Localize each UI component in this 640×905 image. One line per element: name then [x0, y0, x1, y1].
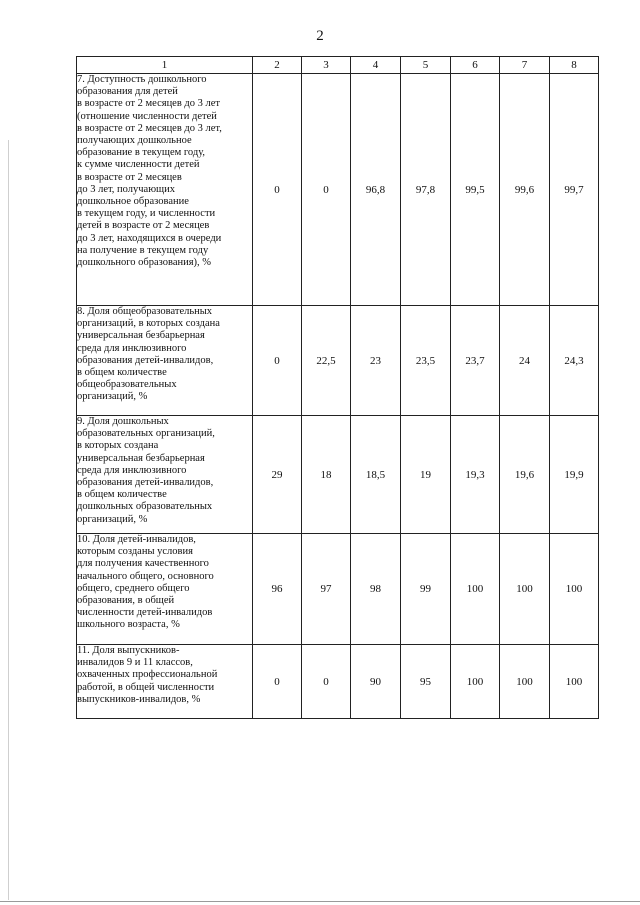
indicator-label-line: в общем количестве [77, 367, 167, 379]
indicator-label-line: 8. Доля общеобразовательных [77, 306, 213, 317]
value-cell: 95 [401, 645, 451, 719]
value-cell: 100 [500, 645, 550, 719]
indicator-label-line: образования, в общей [77, 595, 175, 607]
value-cell: 24,3 [550, 306, 599, 416]
indicator-label-line: образования детей-инвалидов, [77, 354, 214, 366]
indicator-label-line: общеобразовательных [77, 379, 177, 391]
value-cell: 29 [253, 416, 302, 534]
indicator-label-line: численности детей-инвалидов [77, 607, 213, 619]
value-cell: 0 [302, 74, 351, 306]
indicator-label-line: инвалидов 9 и 11 классов, [77, 657, 193, 669]
indicator-label-line: до 3 лет, находящихся в очереди [77, 232, 222, 244]
page-bottom-line [0, 901, 640, 902]
header-cell: 3 [302, 57, 351, 74]
indicator-label [77, 306, 253, 416]
header-cell: 2 [253, 57, 302, 74]
header-row [77, 57, 599, 74]
value-cell: 100 [500, 534, 550, 645]
indicator-label-line: образования для детей [77, 86, 178, 98]
table-row [77, 534, 599, 645]
header-cell: 5 [401, 57, 451, 74]
header-cell: 4 [351, 57, 401, 74]
value-cell: 19,9 [550, 416, 599, 534]
indicator-label-line: дошкольных образовательных [77, 501, 213, 513]
value-cell: 24 [500, 306, 550, 416]
indicator-label-line: 9. Доля дошкольных [77, 416, 169, 427]
value-cell: 97 [302, 534, 351, 645]
value-cell: 99,6 [500, 74, 550, 306]
table-row [77, 306, 599, 416]
indicator-label-line: универсальная безбарьерная [77, 452, 205, 464]
indicator-label-line: 7. Доступность дошкольного [77, 74, 207, 85]
indicator-label-line: для получения качественного [77, 558, 209, 570]
value-cell: 0 [253, 306, 302, 416]
value-cell: 0 [302, 645, 351, 719]
indicators-table [76, 56, 599, 719]
indicator-label [77, 416, 253, 534]
page-number: 2 [316, 28, 324, 44]
value-cell: 100 [451, 645, 500, 719]
indicator-label-line: в которых создана [77, 440, 159, 452]
indicator-label-line: в возрасте от 2 месяцев [77, 171, 182, 183]
indicator-label-line: школьного возраста, % [77, 619, 180, 631]
indicator-label-line: в текущем году, и численности [77, 208, 216, 220]
indicator-label-line: дошкольного образования), % [77, 257, 212, 269]
value-cell: 23,5 [401, 306, 451, 416]
value-cell: 18,5 [351, 416, 401, 534]
value-cell: 0 [253, 645, 302, 719]
indicator-label-line: в возрасте от 2 месяцев до 3 лет, [77, 122, 222, 134]
value-cell: 90 [351, 645, 401, 719]
indicator-label-line: образование в текущем году, [77, 147, 206, 159]
indicator-label-line: детей в возрасте от 2 месяцев [77, 220, 210, 232]
value-cell: 99 [401, 534, 451, 645]
indicator-label-line: до 3 лет, получающих [77, 183, 176, 195]
header-cell: 1 [77, 57, 253, 74]
value-cell: 19,3 [451, 416, 500, 534]
indicator-label [77, 534, 253, 645]
value-cell: 22,5 [302, 306, 351, 416]
indicator-label-line: (отношение численности детей [77, 110, 217, 122]
value-cell: 98 [351, 534, 401, 645]
indicator-label-line: дошкольное образование [77, 196, 189, 208]
value-cell: 96 [253, 534, 302, 645]
header-cell: 6 [451, 57, 500, 74]
indicator-label-line: которым созданы условия [77, 546, 193, 558]
scan-edge-line [8, 140, 9, 900]
value-cell: 100 [550, 645, 599, 719]
table-row [77, 74, 599, 306]
indicator-label-line: работой, в общей численности [77, 681, 215, 693]
value-cell: 19 [401, 416, 451, 534]
indicator-label-line: выпускников-инвалидов, % [77, 693, 201, 705]
indicator-label-line: начального общего, основного [77, 570, 214, 582]
value-cell: 97,8 [401, 74, 451, 306]
indicator-label-line: среда для инклюзивного [77, 464, 187, 476]
header-cell: 7 [500, 57, 550, 74]
value-cell: 23,7 [451, 306, 500, 416]
indicator-label-line: универсальная безбарьерная [77, 330, 205, 342]
indicator-label-line: образования детей-инвалидов, [77, 477, 214, 489]
indicator-label-line: образовательных организаций, [77, 428, 215, 440]
value-cell: 100 [550, 534, 599, 645]
indicator-label-line: организаций, % [77, 391, 148, 403]
value-cell: 100 [451, 534, 500, 645]
indicator-label-line: получающих дошкольное [77, 135, 192, 147]
value-cell: 99,7 [550, 74, 599, 306]
indicator-label-line: организаций, в которых создана [77, 318, 220, 330]
indicator-label-line: в возрасте от 2 месяцев до 3 лет [77, 98, 221, 110]
value-cell: 19,6 [500, 416, 550, 534]
indicator-label-line: организаций, % [77, 513, 148, 525]
header-cell: 8 [550, 57, 599, 74]
indicator-label-line: 10. Доля детей-инвалидов, [77, 534, 196, 545]
value-cell: 18 [302, 416, 351, 534]
indicator-label-line: среда для инклюзивного [77, 342, 187, 354]
indicator-label-line: в общем количестве [77, 489, 167, 501]
indicator-label [77, 74, 253, 306]
value-cell: 99,5 [451, 74, 500, 306]
value-cell: 96,8 [351, 74, 401, 306]
indicator-label [77, 645, 253, 719]
value-cell: 0 [253, 74, 302, 306]
indicator-label-line: общего, среднего общего [77, 582, 190, 594]
indicator-label-line: на получение в текущем году [77, 244, 209, 256]
indicator-label-line: к сумме численности детей [77, 159, 200, 171]
indicator-label-line: 11. Доля выпускников- [77, 645, 180, 656]
value-cell: 23 [351, 306, 401, 416]
table-row [77, 645, 599, 719]
table-row [77, 416, 599, 534]
indicator-label-line: охваченных профессиональной [77, 669, 218, 681]
